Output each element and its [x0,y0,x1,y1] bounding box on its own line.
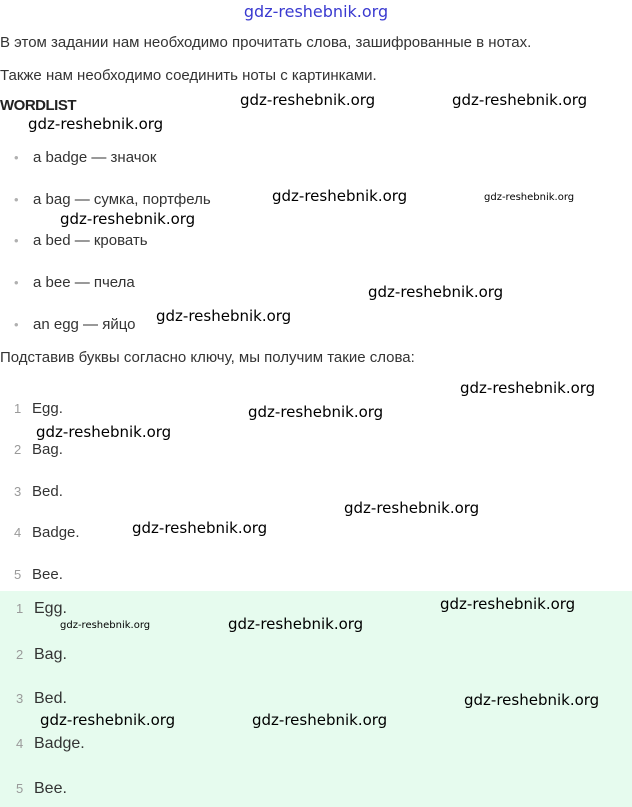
answer-number: 5 [16,781,24,796]
wordlist-item: • a bag — сумка, портфель [14,191,211,208]
answer-item [14,441,63,458]
answer-word: Bee. [34,780,67,797]
highlighted-answer-item [16,690,67,708]
answer-number: 4 [14,525,22,540]
highlighted-answer-item [16,646,67,664]
watermark: gdz-reshebnik.org [440,595,576,613]
answer-word: Bed. [32,483,63,500]
answer-number: 2 [14,442,22,457]
wordlist-item: • a bee — пчела [14,274,135,291]
answer-item [14,483,63,500]
watermark: gdz-reshebnik.org [28,115,164,133]
answer-item [14,400,63,417]
answer-number: 4 [16,736,24,751]
watermark: gdz-reshebnik.org [368,283,504,301]
watermark: gdz-reshebnik.org [484,192,575,203]
answer-word: Bee. [32,566,63,583]
wordlist-item: • a badge — значок [14,149,156,166]
wordlist-title: WORDLIST [0,97,76,114]
intro-line-1: В этом задании нам необходимо прочитать слова, зашифрованные в нотах. [0,34,532,51]
answer-number: 3 [16,691,24,706]
answer-word: Bed. [34,690,67,707]
answer-number: 1 [14,401,22,416]
watermark: gdz-reshebnik.org [156,307,292,325]
intro-line-2: Также нам необходимо соединить ноты с картинками. [0,67,377,84]
answer-number: 2 [16,647,24,662]
answer-word: Bag. [32,441,63,458]
highlighted-answer-item [16,735,85,753]
watermark: gdz-reshebnik.org [248,403,384,421]
watermark: gdz-reshebnik.org [60,620,151,631]
watermark: gdz-reshebnik.org [36,423,172,441]
watermark: gdz-reshebnik.org [464,691,600,709]
watermark: gdz-reshebnik.org [252,711,388,729]
answer-number: 3 [14,484,22,499]
watermark: gdz-reshebnik.org [460,379,596,397]
watermark: gdz-reshebnik.org [228,615,364,633]
highlighted-answer-item [16,780,67,798]
header-watermark: gdz-reshebnik.org [243,2,389,21]
watermark: gdz-reshebnik.org [240,91,376,109]
answer-word: Badge. [34,735,85,752]
answer-number: 5 [14,567,22,582]
watermark: gdz-reshebnik.org [344,499,480,517]
watermark: gdz-reshebnik.org [272,187,408,205]
watermark: gdz-reshebnik.org [40,711,176,729]
key-intro: Подставив буквы согласно ключу, мы получим такие слова: [0,349,415,366]
answer-number: 1 [16,601,24,616]
answer-word: Egg. [34,600,67,617]
answer-word: Badge. [32,524,80,541]
answer-word: Bag. [34,646,67,663]
highlighted-answer-item [16,600,67,618]
watermark: gdz-reshebnik.org [452,91,588,109]
answer-item [14,566,63,583]
wordlist-item: • an egg — яйцо [14,316,135,333]
watermark: gdz-reshebnik.org [60,210,196,228]
wordlist-item: • a bed — кровать [14,232,148,249]
answer-word: Egg. [32,400,63,417]
answer-item [14,524,80,541]
watermark: gdz-reshebnik.org [132,519,268,537]
